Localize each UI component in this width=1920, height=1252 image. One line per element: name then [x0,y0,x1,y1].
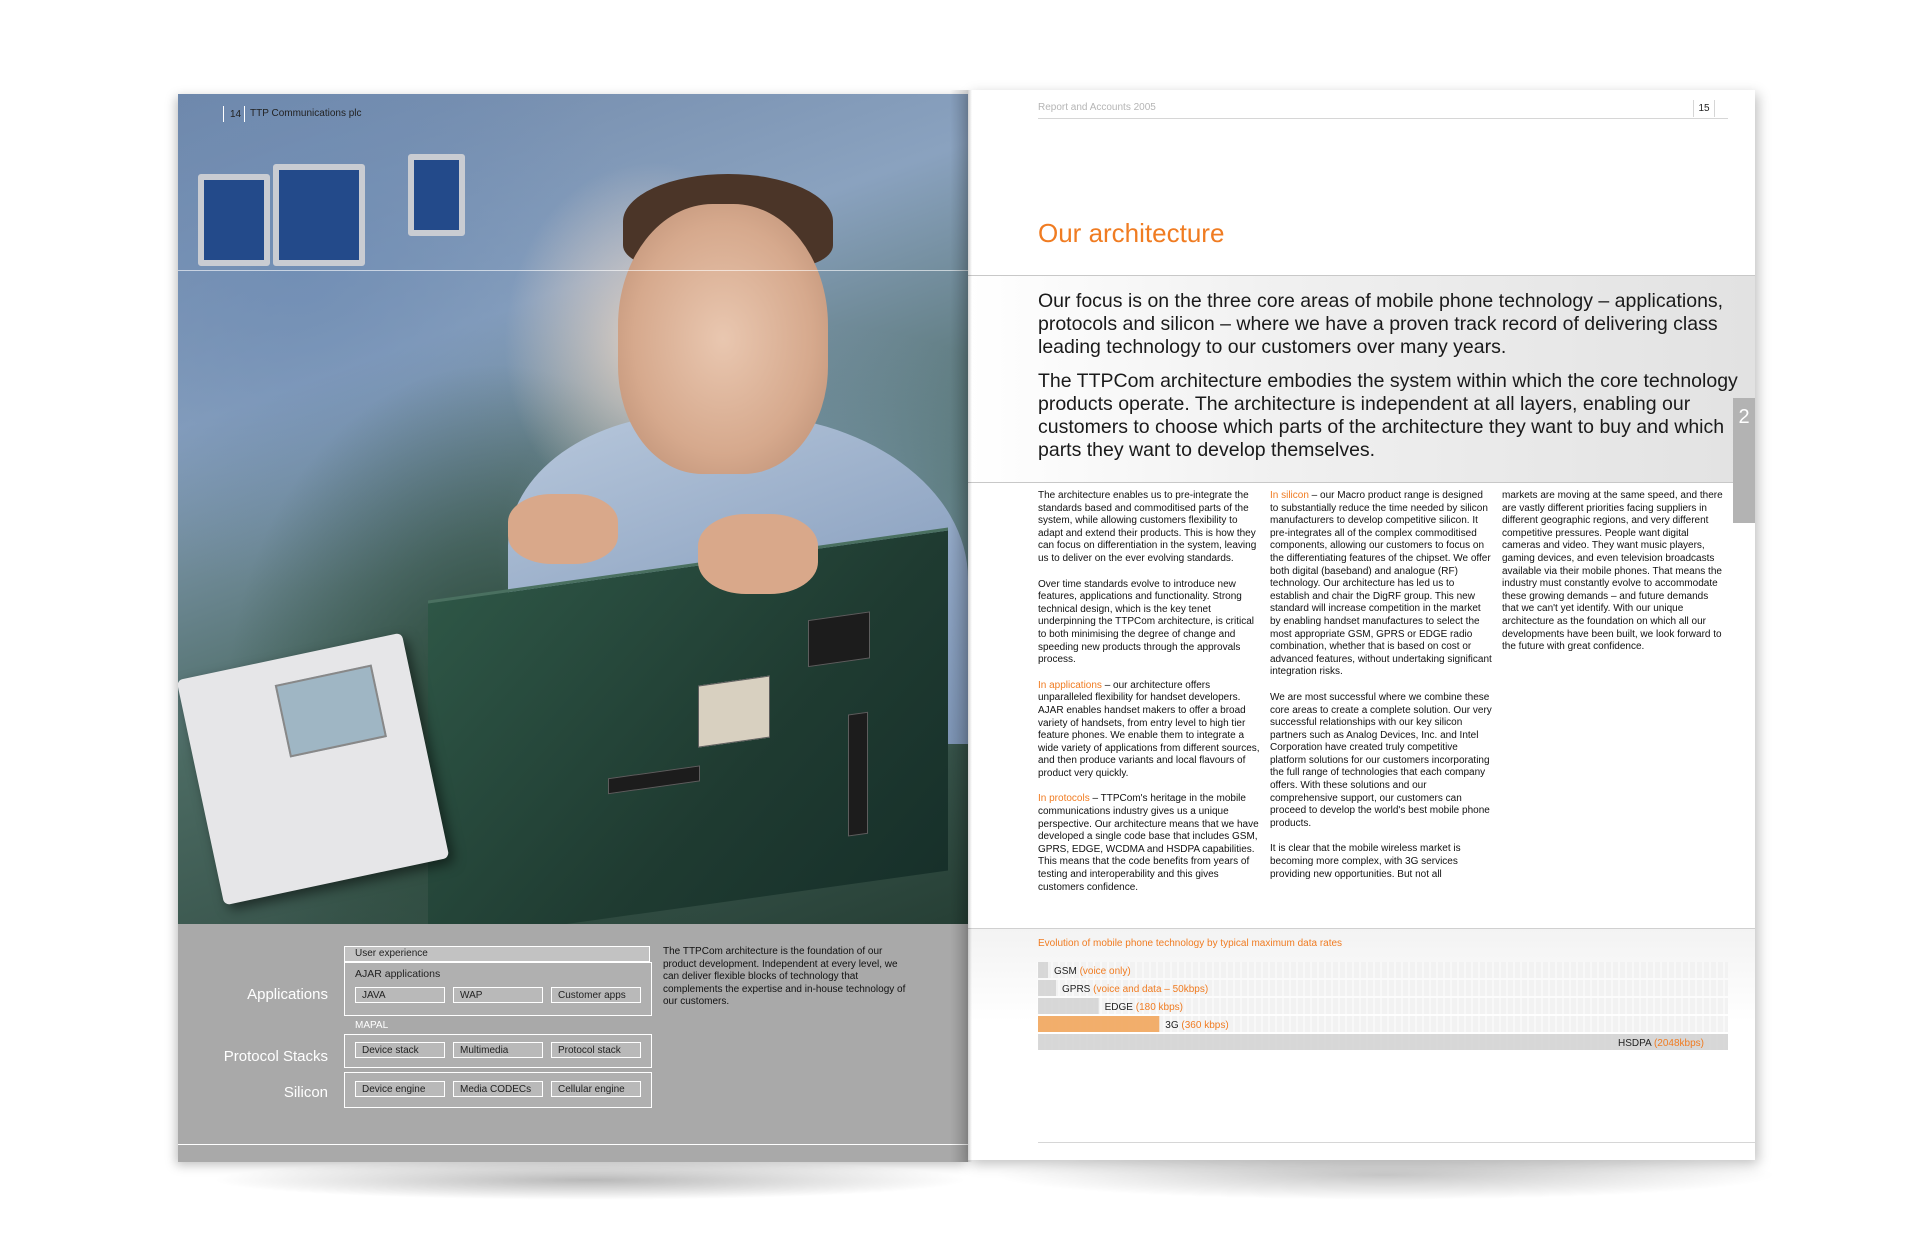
protocol-item-multimedia: Multimedia [453,1042,543,1058]
right-running-title: Report and Accounts 2005 [1038,102,1156,113]
header-rule [178,270,968,271]
protocol-item-protocol-stack: Protocol stack [551,1042,641,1058]
chart-annotation: (voice and data – 50kbps) [1093,984,1209,995]
section-tab: 2 [1733,398,1755,523]
chart-bar-gsm [1038,962,1048,978]
user-experience-bar: User experience [344,946,650,962]
hand [508,494,618,564]
chip [808,611,870,667]
left-page-number: 14 [223,106,245,122]
connector [608,765,700,794]
chart-bar-3g [1038,1016,1159,1032]
diagram-caption: The TTPCom architecture is the foundation of our product development. Independent at every level, we can deliver flexible blocks of technology that complements the expertise and in-house technology of our customers. [663,946,906,1007]
chart-bar-label-gprs [1062,984,1208,995]
left-running-title: TTP Communications plc [250,108,362,119]
chart-annotation: (voice only) [1079,966,1131,977]
monitor-image [198,174,270,266]
col1-paragraph: In protocols – TTPCom's heritage in the mobile communications industry gives us a unique perspective. Our architecture means that we have developed a single code base that includes GSM, GPRS, EDGE, WCDMA and HSDPA capabilities. This means that the code benefits from years of testing and interoperability and this gives customers confidence. [1038,793,1259,893]
chart-bar-label-gsm [1054,966,1131,977]
app-item-java: JAVA [355,987,445,1003]
chart-title: Evolution of mobile phone technology by typical maximum data rates [1038,938,1343,949]
person-head [618,204,828,474]
lead-in-applications: In applications [1038,679,1102,691]
chart-category-label: 3G [1165,1020,1182,1031]
lead-in-silicon: In silicon [1270,490,1309,501]
architecture-diagram [178,924,968,1162]
applications-box [344,962,652,1016]
monitor-image [408,154,465,236]
lead-in-protocols: In protocols [1038,793,1090,805]
col3-paragraph: markets are moving at the same speed, and there are vastly different priorities facing suppliers in different geographic regions, and very different competitive pressures. People want digital cameras and video. They want music players, gaming devices, and even television broadcasts available via their mobile phones. That means the industry must constantly evolve to accommodate these growing demands – and future demands that we can't yet identify. With our unique architecture as the foundation on which all our developments have been built, we look forward to the future with great confidence. [1502,490,1723,653]
chart-annotation: (360 kbps) [1181,1020,1229,1031]
protocol-stacks-box [344,1034,652,1068]
right-footer-rule [1038,1142,1755,1143]
silicon-item-device-engine: Device engine [355,1081,445,1097]
left-page [178,94,968,1162]
chart-row-track [1038,962,1728,978]
page-shadow-left [210,1160,970,1200]
ajar-label: AJAR applications [355,968,441,980]
app-item-wap: WAP [453,987,543,1003]
right-page-number: 15 [1693,100,1715,117]
hand [698,514,818,594]
chart-annotation: (2048kbps) [1653,1038,1704,1049]
circuit-board [428,527,948,943]
layer-label-applications: Applications [247,986,328,1003]
col2-paragraph: We are most successful where we combine these core areas to create a complete solution. Our very successful relationships with our key silicon partners such as Analog Devices, Inc. and Intel Corporation have created truly competitive platform solutions for our customers incorporating the full range of technologies that each company offers. With these solutions and our comprehensive support, our customers can proceed to develop the world's best mobile phone products. [1270,691,1492,829]
col1-paragraph: Over time standards evolve to introduce new features, applications and functionality. Strong technical design, which is the key tenet underpinning the TTPCom architecture, is critical to both minimising the degree of change and speeding new products through the approvals process. [1038,578,1255,666]
monitor-image [273,164,365,266]
chart-category-label: HSDPA [1618,1038,1654,1049]
protocol-item-device-stack: Device stack [355,1042,445,1058]
chip [698,675,770,747]
handset-device [178,633,449,906]
mapal-bar: MAPAL [355,1020,389,1031]
page-heading: Our architecture [1038,218,1225,248]
intro-paragraph-2: The TTPCom architecture embodies the system within which the core technology products operate. The architecture is independent at all layers, enabling our customers to choose which parts of the architecture they want to buy and which parts they want to develop themselves. [1038,370,1738,461]
lab-photo [178,94,968,924]
right-page [968,90,1755,1160]
chart-bar-label-hsdpa [1618,1038,1704,1049]
silicon-box [344,1072,652,1108]
chart-category-label: GPRS [1062,984,1094,995]
left-running-header [178,106,968,122]
col2-paragraph: It is clear that the mobile wireless market is becoming more complex, with 3G services providing new opportunities. But not all [1270,843,1461,880]
chart-annotation: (180 kbps) [1135,1002,1184,1013]
intro-paragraph-1: Our focus is on the three core areas of mobile phone technology – applications, protocols and silicon – where we have a proven track record of delivering class leading technology to our customers over many years. [1038,290,1724,358]
data-rate-chart [968,90,1755,1160]
silicon-item-media-codecs: Media CODECs [453,1081,543,1097]
chart-bar-label-edge [1105,1002,1183,1013]
chart-category-label: GSM [1054,966,1080,977]
col1-paragraph: The architecture enables us to pre-integrate the standards based and commoditised parts of the system, while allowing customers flexibility to adapt and extend their products. This is how they can focus on differentiation in the system, leaving us to deliver on the ever evolving standards. [1038,490,1257,564]
left-footer-rule [178,1144,968,1145]
device-screen [275,665,387,758]
chart-bar-label-3g [1165,1020,1228,1031]
chart-bar-edge [1038,998,1099,1014]
silicon-item-cellular-engine: Cellular engine [551,1081,641,1097]
app-item-customer-apps: Customer apps [551,987,641,1003]
layer-label-silicon: Silicon [283,1084,328,1101]
layer-label-protocol-stacks: Protocol Stacks [223,1048,328,1065]
chart-bar-gprs [1038,980,1056,996]
connector [848,712,868,837]
col1-paragraph: In applications – our architecture offers unparalleled flexibility for handset developers. AJAR enables handset makers to offer a broad variety of handsets, from entry level to high tier feature phones. We enable them to integrate a wide variety of applications from different sources, and then produce variants and local flavours of product very quickly. [1038,679,1260,779]
col2-paragraph: In silicon – our Macro product range is designed to substantially reduce the time needed by silicon manufacturers to develop competitive silicon. It pre-integrates all of the complex commoditised components, allowing our customers to focus on the differentiating features of the chipset. We offer both digital (baseband) and analogue (RF) technology. Our architecture has led us to establish and chair the DigRF group. This new standard will increase competition in the market by enabling handset manufactures to select the most appropriate GSM, GPRS or EDGE radio combination, whether that is based on cost or advanced features, without undertaking significant integration risks. [1270,490,1492,678]
chart-category-label: EDGE [1104,1002,1136,1013]
